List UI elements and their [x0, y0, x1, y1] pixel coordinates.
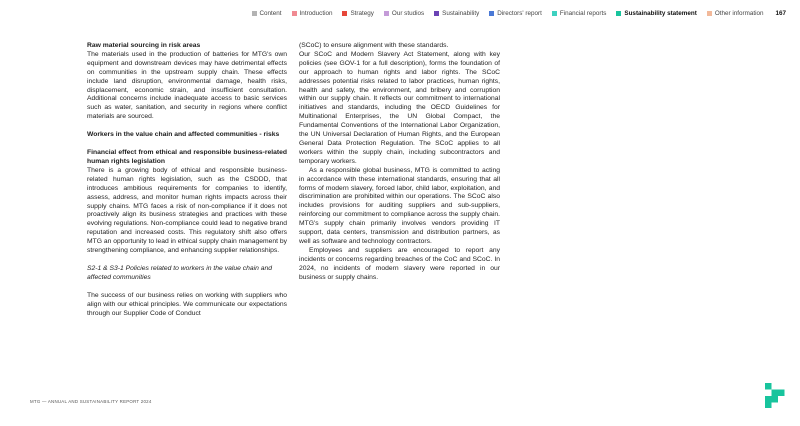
logo-block: [765, 403, 772, 409]
left-column: [87, 42, 287, 318]
nav-item-label: Sustainability statement: [624, 10, 697, 17]
nav-item-label: Content: [259, 10, 282, 17]
nav-item-label: Other information: [714, 10, 764, 17]
nav-item-label: Directors' report: [497, 10, 542, 17]
nav-color-square-icon: [292, 11, 297, 16]
section-heading-raw-material: Raw material sourcing in risk areas: [87, 42, 201, 49]
nav-item-label: Strategy: [350, 10, 374, 17]
paragraph-legislation: There is a growing body of ethical and responsible business-related human rights legislation, such as the CSDDD, that introduces ambitious requirements for companies to identify, assess, address, and monitor human rights impacts across their supply chains. MTG faces a risk of non-compliance if it does not proactively align its business strategies and practices with these evolving regulations. Non-compliance could lead to negative brand reputation and increased costs. This regulatory shift also offers MTG an opportunity to lead in ethical supply chain management by strengthening compliance, and enhancing supplier relationships.: [87, 166, 287, 255]
nav-color-square-icon: [616, 11, 621, 16]
page-number: 167: [775, 10, 786, 17]
paragraph-global-business: As a responsible global business, MTG is committed to acting in accordance with these international standards, ensuring that all forms of modern slavery, forced labor, child labor, exploitation, and discrimination are prohibited within our operations. The SCoC also includes provisions for auditing suppliers and sub-suppliers, reinforcing our commitment to compliance across the supply chain. MTG's supply chain primarily involves vendors providing IT support, data centers, transmission and distribution partners, as well as software and technology contractors.: [299, 166, 500, 245]
nav-color-square-icon: [434, 11, 439, 16]
section-heading-workers-risks: Workers in the value chain and affected communities - risks: [87, 131, 280, 139]
nav-item-label: Financial reports: [559, 10, 607, 17]
nav-item-sustainability-statement[interactable]: [616, 10, 696, 17]
nav-item-directors-report[interactable]: [489, 10, 542, 17]
footer-report-title: MTG — ANNUAL AND SUSTAINABILITY REPORT 2024: [30, 399, 152, 404]
right-column: [299, 42, 500, 282]
nav-item-strategy[interactable]: [342, 10, 373, 17]
nav-item-label: Sustainability: [442, 10, 480, 17]
nav-item-our-studios[interactable]: [384, 10, 424, 17]
paragraph-scoc-continued: (SCoC) to ensure alignment with these standards.: [299, 42, 449, 49]
nav-item-label: Introduction: [299, 10, 333, 17]
logo-block: [765, 383, 772, 390]
logo-block: [772, 396, 779, 403]
nav-color-square-icon: [342, 11, 347, 16]
nav-color-square-icon: [252, 11, 257, 16]
nav-color-square-icon: [489, 11, 494, 16]
paragraph-scoc-foundation: Our SCoC and Modern Slavery Act Statement, along with key policies (see GOV-1 for a full description), forms the foundation of our approach to human rights and labor rights. The SCoC addresses potential risks related to labor practices, human rights, health and safety, the environment, and bribery and corruption within our supply chain. It reflects our commitment to international initiatives and standards, including the OECD Guidelines for Multinational Enterprises, the UN Global Compact, the Fundamental Conventions of the International Labor Organization, the UN Universal Declaration of Human Rights, and the European General Data Protection Regulation. The SCoC applies to all workers within the supply chain, including subcontractors and temporary workers.: [299, 50, 500, 165]
nav-color-square-icon: [552, 11, 557, 16]
mtg-logo-icon: [765, 383, 785, 408]
paragraph-suppliers: The success of our business relies on working with suppliers who align with our ethical principles. We communicate our expectations through our Supplier Code of Conduct: [87, 291, 287, 317]
nav-item-label: Our studios: [391, 10, 425, 17]
nav-item-financial-reports[interactable]: [552, 10, 607, 17]
paragraph-raw-material: The materials used in the production of batteries for MTG's own equipment and downstream devices may have detrimental effects on communities in the upstream supply chain. These effects include land disruption, environmental damage, health risks, displacement, economic strain, and insufficient consultation. Additional concerns include inadequate access to basic services such as water, sanitation, and security in regions where conflict materials are sourced.: [87, 50, 287, 121]
logo-block: [772, 390, 779, 397]
policy-reference: S2-1 & S3-1 Policies related to workers in the value chain and affected communities: [87, 264, 272, 281]
nav-color-square-icon: [707, 11, 712, 16]
nav-item-sustainability[interactable]: [434, 10, 479, 17]
logo-block: [778, 390, 785, 397]
nav-item-other-information[interactable]: [707, 10, 764, 17]
logo-block: [765, 396, 772, 403]
subheading-financial-effect: Financial effect from ethical and responsible business-related human rights legislation: [87, 149, 287, 165]
nav-item-content[interactable]: [252, 10, 282, 17]
nav-item-introduction[interactable]: [292, 10, 333, 17]
top-navigation: [252, 10, 787, 17]
nav-color-square-icon: [384, 11, 389, 16]
paragraph-reporting: Employees and suppliers are encouraged to report any incidents or concerns regarding breaches of the CoC and SCoC. In 2024, no incidents of modern slavery were reported in our business or supply chains.: [299, 246, 500, 281]
